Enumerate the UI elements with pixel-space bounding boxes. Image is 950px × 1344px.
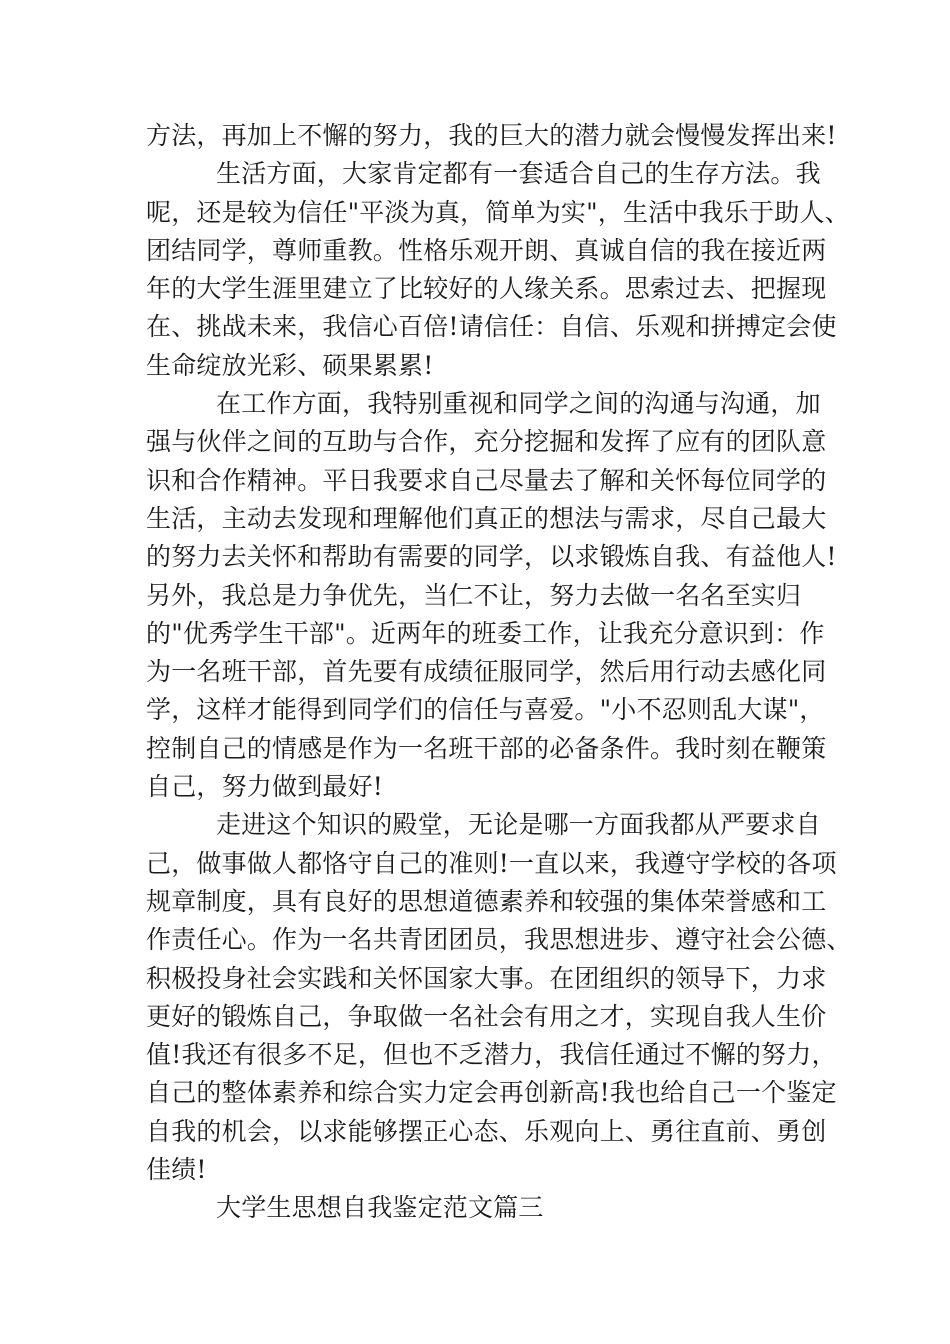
paragraph-work	[146, 385, 837, 806]
paragraph-life	[146, 155, 850, 385]
section-heading	[146, 1189, 806, 1227]
text-line: 另外，我总是力争优先，当仁不让，努力去做一名名至实归	[146, 580, 802, 610]
text-line: 强与伙伴之间的互助与合作，充分挖掘和发挥了应有的团队意	[146, 427, 827, 457]
text-line: 生活方面，大家肯定都有一套适合自己的生存方法。我	[216, 159, 821, 189]
text-line: 年的大学生涯里建立了比较好的人缘关系。思索过去、把握现	[146, 274, 827, 304]
text-line: 更好的锻炼自己，争取做一名社会有用之才，实现自我人生价	[146, 1001, 827, 1031]
text-line: 在工作方面，我特别重视和同学之间的沟通与沟通，加	[216, 389, 821, 419]
document-body	[146, 117, 852, 1228]
text-line: 自我的机会，以求能够摆正心态、乐观向上、勇往直前、勇创	[146, 1116, 827, 1146]
text-line: 己，做事做人都恪守自己的准则!一直以来，我遵守学校的各项	[146, 848, 837, 878]
text-line: 的"优秀学生干部"。近两年的班委工作，让我充分意识到：作	[146, 618, 825, 648]
text-line: 积极投身社会实践和关怀国家大事。在团组织的领导下，力求	[146, 963, 827, 993]
text-line: 规章制度，具有良好的思想道德素养和较强的集体荣誉感和工	[146, 886, 827, 916]
text-line: 自己，努力做到最好!	[146, 772, 384, 802]
text-line: 走进这个知识的殿堂，无论是哪一方面我都从严要求自	[216, 810, 821, 840]
text-line: 在、挑战未来，我信心百倍!请信任：自信、乐观和拼搏定会使	[146, 312, 837, 342]
text-line: 方法，再加上不懈的努力，我的巨大的潜力就会慢慢发挥出来!	[146, 121, 837, 150]
text-line: 生命绽放光彩、硕果累累!	[146, 350, 434, 380]
text-line: 学，这样才能得到同学们的信任与喜爱。"小不忍则乱大谋"，	[146, 695, 825, 725]
text-line: 识和合作精神。平日我要求自己尽量去了解和关怀每位同学的	[146, 465, 827, 495]
text-line: 值!我还有很多不足，但也不乏潜力，我信任通过不懈的努力，	[146, 1040, 837, 1070]
text-line: 佳绩!	[146, 1155, 207, 1185]
text-line: 团结同学，尊师重教。性格乐观开朗、真诚自信的我在接近两	[146, 235, 827, 265]
text-line: 作责任心。作为一名共青团团员，我思想进步、遵守社会公德、	[146, 925, 852, 955]
text-line: 自己的整体素养和综合实力定会再创新高!我也给自己一个鉴定	[146, 1078, 837, 1108]
paragraph-1	[146, 117, 837, 155]
paragraph-study	[146, 806, 852, 1189]
text-line: 的努力去关怀和帮助有需要的同学，以求锻炼自我、有益他人!	[146, 542, 837, 572]
text-line: 控制自己的情感是作为一名班干部的必备条件。我时刻在鞭策	[146, 733, 827, 763]
text-line: 为一名班干部，首先要有成绩征服同学，然后用行动去感化同	[146, 657, 827, 687]
text-line: 生活，主动去发现和理解他们真正的想法与需求，尽自己最大	[146, 503, 827, 533]
heading-line: 大学生思想自我鉴定范文篇三	[216, 1193, 544, 1223]
text-line: 呢，还是较为信任"平淡为真，简单为实"，生活中我乐于助人、	[146, 197, 850, 227]
